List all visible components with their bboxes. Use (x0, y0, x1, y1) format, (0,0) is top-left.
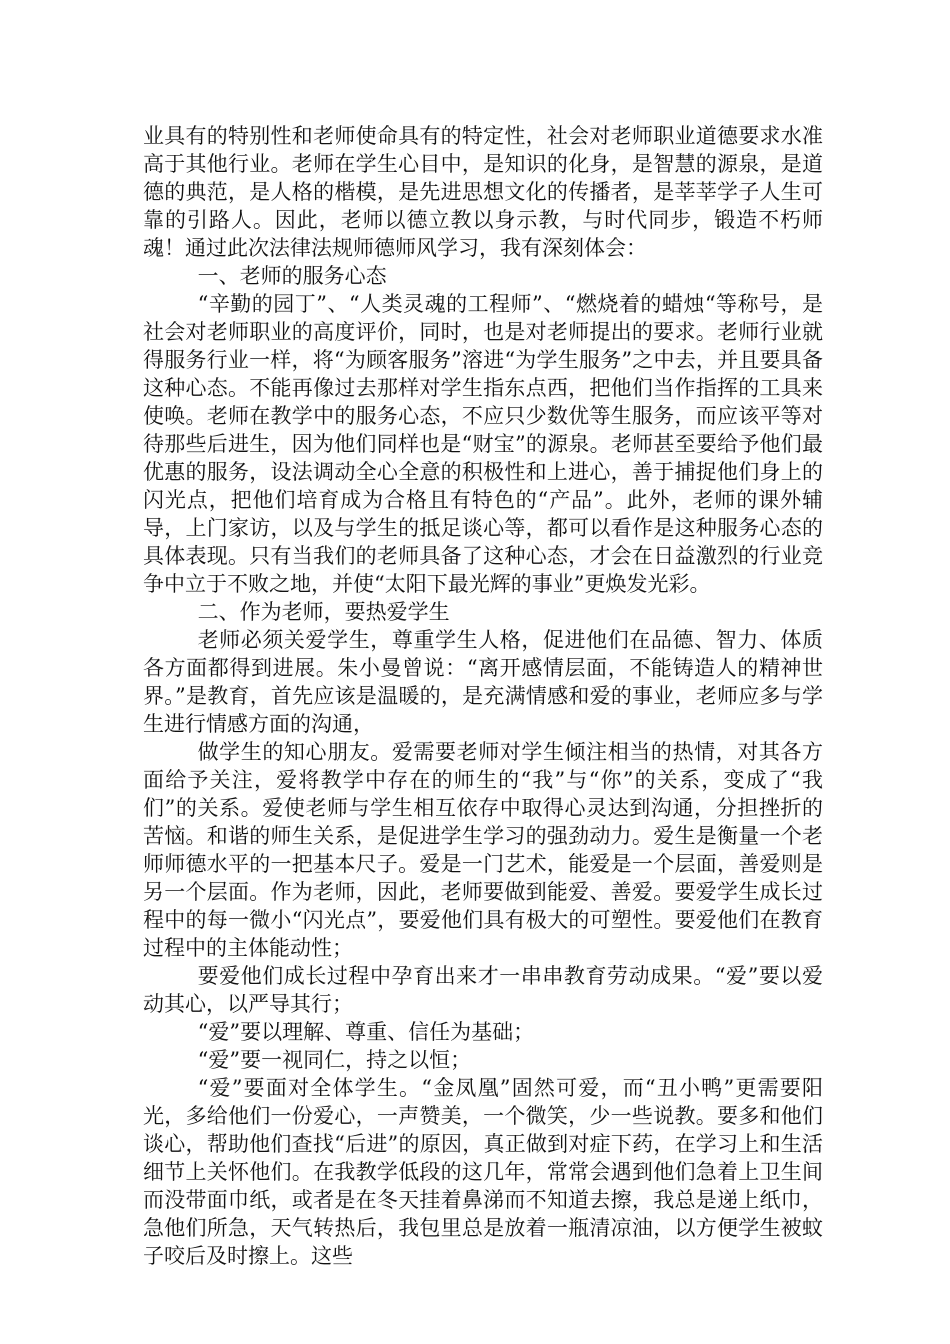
paragraph-intro: 业具有的特别性和老师使命具有的特定性，社会对老师职业道德要求水准高于其他行业。老师在学生心目中，是知识的化身，是智慧的源泉，是道德的典范，是人格的楷模，是先进思想文化的传播者，是莘莘学子人生可靠的引路人。因此，老师以德立教以身示教，与时代同步，锻造不朽师魂！通过此次法律法规师德师风学习，我有深刻体会： (143, 124, 823, 260)
document-body (143, 122, 823, 1270)
paragraph-close-friend: 做学生的知心朋友。爱需要老师对学生倾注相当的热情，对其各方面给予关注，爱将教学中存在的师生的“我”与“你”的关系，变成了“我们”的关系。爱使老师与学生相互依存中取得心灵达到沟通，分担挫折的苦恼。和谐的师生关系，是促进学生学习的强劲动力。爱生是衡量一个老师师德水平的一把基本尺子。爱是一门艺术，能爱是一个层面，善爱则是另一个层面。作为老师，因此，老师要做到能爱、善爱。要爱学生成长过程中的每一微小“闪光点”，要爱他们具有极大的可塑性。要爱他们在教育过程中的主体能动性； (143, 740, 823, 960)
paragraph-love-equality: “爱”要一视同仁，持之以恒； (197, 1048, 472, 1072)
section-heading-service-attitude: 一、老师的服务心态 (197, 264, 387, 288)
paragraph-service-attitude: “辛勤的园丁”、“人类灵魂的工程师”、“燃烧着的蜡烛“等称号，是社会对老师职业的高度评价，同时，也是对老师提出的要求。老师行业就得服务行业一样，将“为顾客服务”溶进“为学生服务”之中去，并且要具备这种心态。不能再像过去那样对学生指东点西，把他们当作指挥的工具来使唤。老师在教学中的服务心态，不应只少数优等生服务，而应该平等对待那些后进生，因为他们同样也是“财宝”的源泉。老师甚至要给予他们最优惠的服务，设法调动全心全意的积极性和上进心，善于捕捉他们身上的闪光点，把他们培育成为合格且有特色的“产品”。此外，老师的课外辅导，上门家访，以及与学生的抵足谈心等，都可以看作是这种服务心态的具体表现。只有当我们的老师具备了这种心态，才会在日益激烈的行业竞争中立于不败之地，并使“太阳下最光辉的事业”更焕发光彩。 (143, 292, 823, 596)
paragraph-love-results: 要爱他们成长过程中孕育出来才一串串教育劳动成果。“爱”要以爱动其心，以严导其行； (143, 964, 823, 1016)
paragraph-love-all-students: “爱”要面对全体学生。“金凤凰”固然可爱，而“丑小鸭”更需要阳光，多给他们一份爱心，一声赞美，一个微笑，少一些说教。要多和他们谈心，帮助他们查找“后进”的原因，真正做到对症下药，在学习上和生活细节上关怀他们。在我教学低段的这几年，常常会遇到他们急着上卫生间而没带面巾纸，或者是在冬天挂着鼻涕而不知道去擦，我总是递上纸巾，急他们所急，天气转热后，我包里总是放着一瓶清凉油，以方便学生被蚊子咬后及时擦上。这些 (143, 1076, 823, 1268)
section-heading-love-students: 二、作为老师，要热爱学生 (197, 600, 450, 624)
paragraph-care-students: 老师必须关爱学生，尊重学生人格，促进他们在品德、智力、体质各方面都得到进展。朱小曼曾说：“离开感情层面，不能铸造人的精神世界。”是教育，首先应该是温暖的，是充满情感和爱的事业，老师应多与学生进行情感方面的沟通， (143, 628, 823, 736)
paragraph-love-understanding: “爱”要以理解、尊重、信任为基础； (197, 1020, 535, 1044)
